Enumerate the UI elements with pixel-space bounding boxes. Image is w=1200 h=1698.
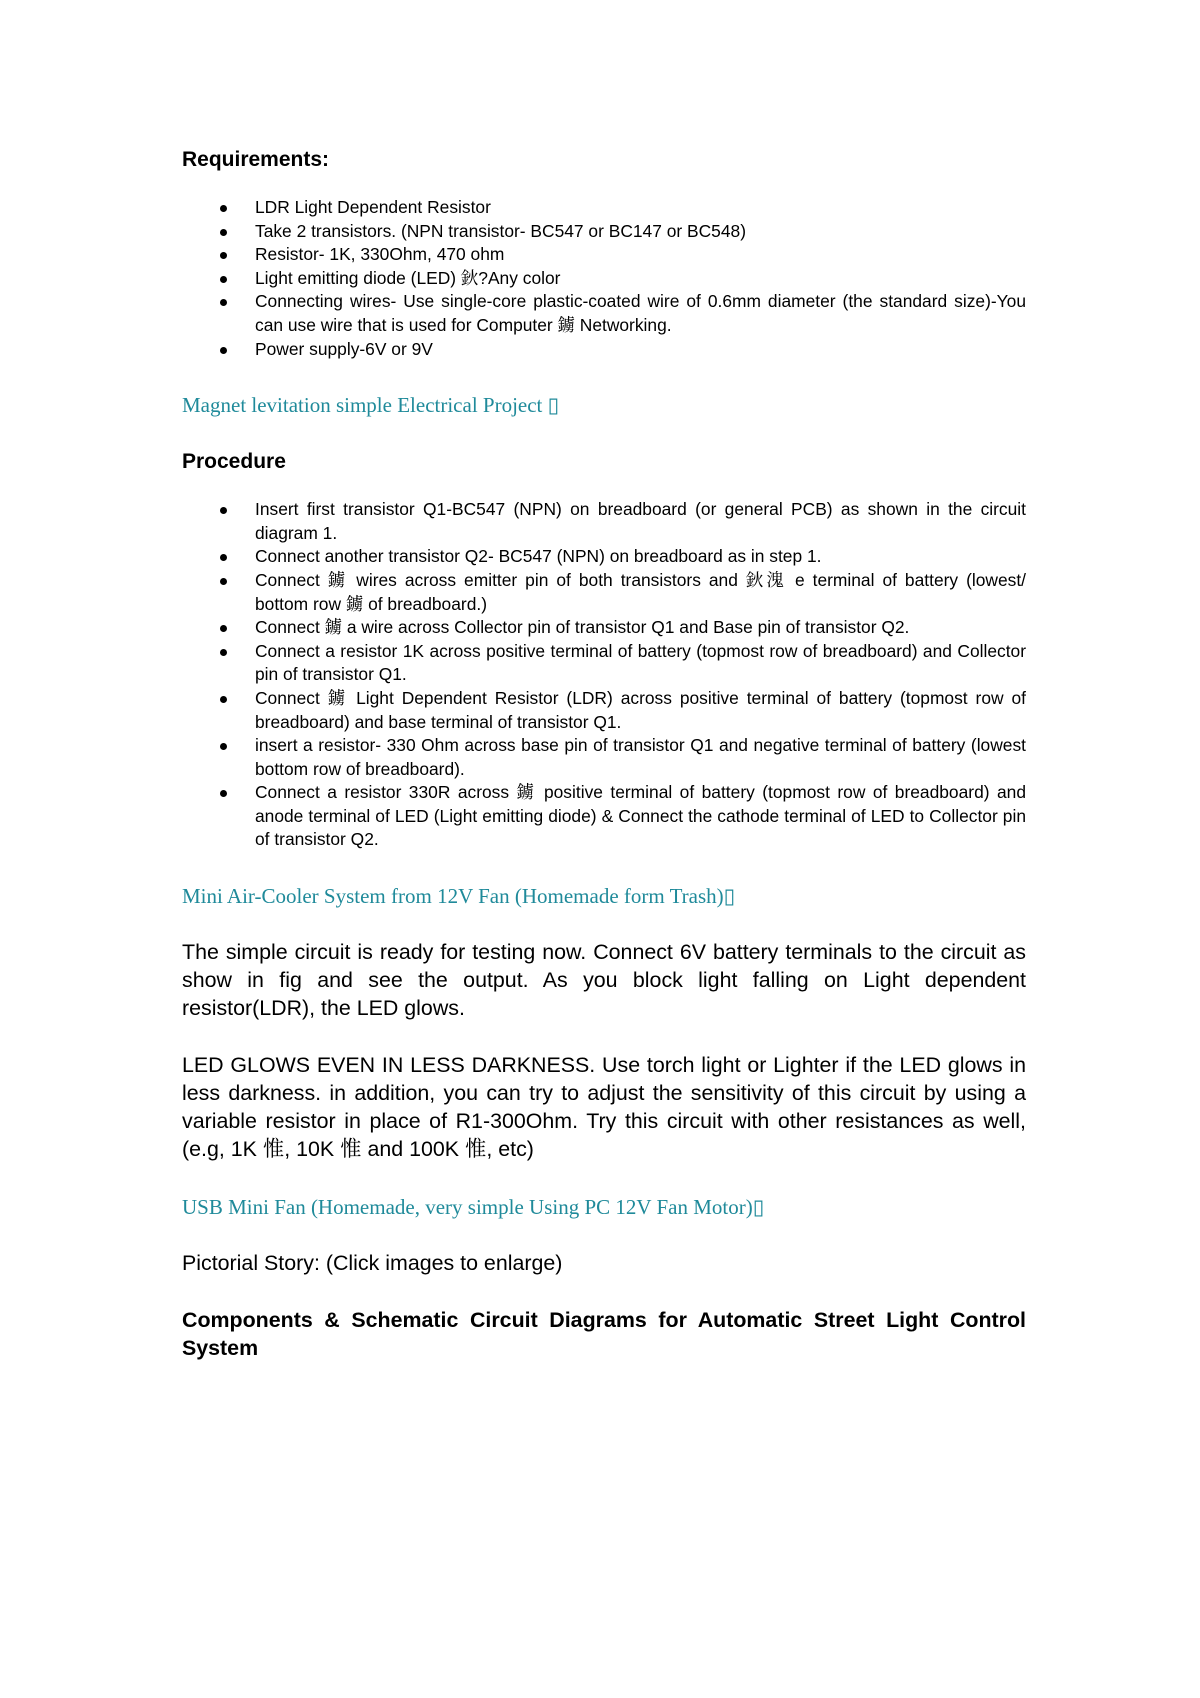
list-item (182, 545, 1026, 569)
list-item-text: Connect 鐪 Light Dependent Resistor (LDR) across positive terminal of battery (topmost row of breadboard) and base terminal of transistor Q1. (255, 687, 1026, 732)
list-item-text: Power supply-6V or 9V (255, 338, 433, 359)
bullet-icon (220, 649, 227, 656)
list-item (182, 640, 1026, 687)
requirements-list (182, 196, 1026, 361)
list-item-text: Connecting wires- Use single-core plastic-coated wire of 0.6mm diameter (the standard size)-You can use wire that is used for Computer 鐪 Networking. (255, 291, 1026, 335)
list-item (182, 338, 1026, 362)
bullet-icon (220, 252, 227, 259)
list-item-text: Connect 鐪 wires across emitter pin of both transistors and 鈥溾 e terminal of battery (lowest/ bottom row 鐪 of breadboard.) (255, 569, 1026, 614)
list-item (182, 243, 1026, 267)
list-item (182, 569, 1026, 616)
bullet-icon (220, 696, 227, 703)
list-item (182, 220, 1026, 244)
list-item-text: Connect a resistor 330R across 鐪 positive terminal of battery (topmost row of breadboard) and anode terminal of LED (Light emitting diode) & Connect the cathode terminal of LED to Collector pin of transistor Q2. (255, 782, 1026, 850)
missing-glyph-icon: ▯ (723, 884, 736, 909)
missing-glyph-icon: ▯ (547, 393, 560, 418)
document-page (182, 140, 1026, 1362)
bullet-icon (220, 554, 227, 561)
bullet-icon (220, 299, 227, 306)
magnet-levitation-link[interactable] (182, 391, 1026, 419)
mini-air-cooler-link-text: Mini Air-Cooler System from 12V Fan (Homemade form Trash) (182, 884, 724, 909)
pictorial-story-text: Pictorial Story: (Click images to enlarge) (182, 1251, 563, 1276)
bullet-icon (220, 507, 227, 514)
bullet-icon (220, 743, 227, 750)
list-item (182, 498, 1026, 545)
list-item (182, 616, 1026, 640)
list-item-text: Light emitting diode (LED) 鈥?Any color (255, 267, 561, 288)
list-item (182, 734, 1026, 781)
components-heading: Components & Schematic Circuit Diagrams for Automatic Street Light Control System (182, 1307, 1026, 1360)
missing-glyph-icon: ▯ (752, 1195, 765, 1220)
list-item-text: Connect another transistor Q2- BC547 (NPN) on breadboard as in step 1. (255, 546, 822, 567)
list-item-text: LDR Light Dependent Resistor (255, 197, 491, 217)
procedure-heading: Procedure (182, 450, 286, 474)
usb-mini-fan-link-text: USB Mini Fan (Homemade, very simple Using PC 12V Fan Motor) (182, 1195, 753, 1220)
list-item (182, 267, 1026, 291)
magnet-levitation-link-text: Magnet levitation simple Electrical Project (182, 393, 548, 418)
list-item (182, 196, 1026, 220)
list-item (182, 687, 1026, 734)
list-item-text: Insert first transistor Q1-BC547 (NPN) on breadboard (or general PCB) as shown in the circuit diagram 1. (255, 499, 1026, 543)
list-item-text: Resistor- 1K, 330Ohm, 470 ohm (255, 244, 505, 265)
list-item (182, 781, 1026, 852)
list-item-text: Take 2 transistors. (NPN transistor- BC547 or BC147 or BC548) (255, 220, 746, 241)
list-item-text: Connect a resistor 1K across positive terminal of battery (topmost row of breadboard) and Collector pin of transistor Q1. (255, 640, 1026, 685)
usb-mini-fan-link[interactable] (182, 1193, 1026, 1221)
procedure-list (182, 498, 1026, 852)
requirements-heading: Requirements: (182, 148, 330, 171)
list-item-text: insert a resistor- 330 Ohm across base pin of transistor Q1 and negative terminal of battery (lowest bottom row of breadboard). (255, 735, 1026, 779)
bullet-icon (220, 625, 227, 632)
led-glows-paragraph: LED GLOWS EVEN IN LESS DARKNESS. Use torch light or Lighter if the LED glows in less darkness. in addition, you can try to adjust the sensitivity of this circuit by using a variable resistor in place of R1-300Ohm. Try this circuit with other resistances as well, (e.g, 1K 惟, 10K 惟 and 100K 惟, etc) (182, 1052, 1026, 1162)
bullet-icon (220, 229, 227, 236)
bullet-icon (220, 347, 227, 354)
bullet-icon (220, 276, 227, 283)
bullet-icon (220, 205, 227, 212)
bullet-icon (220, 790, 227, 797)
testing-paragraph: The simple circuit is ready for testing now. Connect 6V battery terminals to the circuit as show in fig and see the output. As you block light falling on Light dependent resistor(LDR), the LED glows. (182, 940, 1026, 1021)
mini-air-cooler-link[interactable] (182, 882, 1026, 910)
bullet-icon (220, 578, 227, 585)
list-item-text: Connect 鐪 a wire across Collector pin of transistor Q1 and Base pin of transistor Q2. (255, 617, 910, 638)
list-item (182, 290, 1026, 337)
